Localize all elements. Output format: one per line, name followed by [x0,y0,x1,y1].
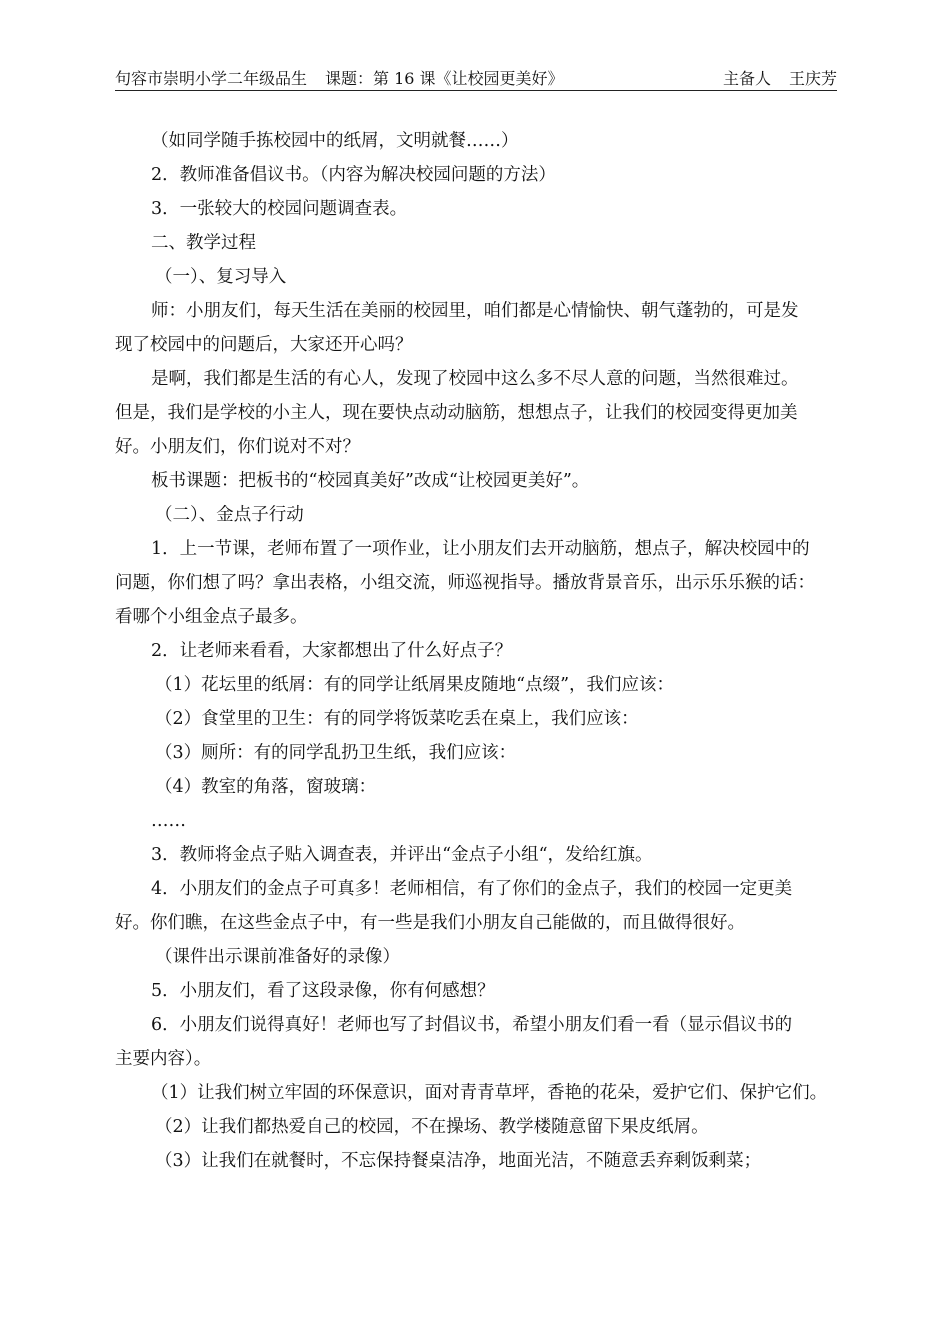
text-line: 主要内容）。 [115,1049,212,1069]
text-line: （2）食堂里的卫生：有的同学将饭菜吃丢在桌上，我们应该： [155,709,639,729]
text-line: 二、教学过程 [151,233,256,253]
text-line: （一）、复习导入 [155,267,287,287]
text-line: 好。你们瞧，在这些金点子中，有一些是我们小朋友自己能做的，而且做得很好。 [115,913,745,933]
text-line: 3．一张较大的校园问题调查表。 [151,199,408,219]
text-line: 6．小朋友们说得真好！老师也写了封倡议书，希望小朋友们看一看（显示倡议书的 [151,1015,793,1035]
text-line: 板书课题：把板书的“校园真美好”改成“让校园更美好”。 [151,471,590,491]
text-line: （2）让我们都热爱自己的校园，不在操场、教学楼随意留下果皮纸屑。 [155,1117,709,1137]
text-line: 是啊，我们都是生活的有心人，发现了校园中这么多不尽人意的问题，当然很难过。 [151,369,799,389]
page-header [115,64,837,91]
text-line: （二）、金点子行动 [155,505,304,525]
document-body [115,124,837,1178]
text-line: 2．让老师来看看，大家都想出了什么好点子？ [151,641,513,661]
header-topic: 课题：第 16 课《让校园更美好》 [325,69,564,88]
text-line: 现了校园中的问题后，大家还开心吗？ [115,335,413,355]
text-line: （如同学随手拣校园中的纸屑，文明就餐……） [151,131,519,151]
text-line: 1．上一节课，老师布置了一项作业，让小朋友们去开动脑筋，想点子，解决校园中的 [151,539,810,559]
text-line: 3．教师将金点子贴入调查表，并评出“金点子小组“，发给红旗。 [151,845,653,865]
text-line: （1）让我们树立牢固的环保意识，面对青青草坪，香艳的花朵，爱护它们、保护它们。 [151,1083,828,1103]
text-line: （4）教室的角落，窗玻璃： [155,777,377,797]
text-line: 2．教师准备倡议书。（内容为解决校园问题的方法） [151,165,556,185]
text-line: 5．小朋友们，看了这段录像，你有何感想？ [151,981,495,1001]
text-line: 看哪个小组金点子最多。 [115,607,308,627]
text-line: （3）厕所：有的同学乱扔卫生纸，我们应该： [155,743,517,763]
text-line: 好。小朋友们，你们说对不对？ [115,437,360,457]
header-preparer-name: 王庆芳 [788,69,837,88]
text-line: 4．小朋友们的金点子可真多！老师相信，有了你们的金点子，我们的校园一定更美 [151,879,793,899]
text-line: 问题，你们想了吗？拿出表格，小组交流，师巡视指导。播放背景音乐，出示乐乐猴的话： [115,573,815,593]
header-right [723,66,837,89]
text-line: （课件出示课前准备好的录像） [155,947,400,967]
header-school: 句容市崇明小学二年级品生 [115,69,308,88]
text-line: （1）花坛里的纸屑：有的同学让纸屑果皮随地“点缀”，我们应该： [155,675,675,695]
text-line: …… [151,811,186,831]
header-preparer-label: 主备人 [722,69,771,88]
header-left [115,66,564,89]
text-line: 师：小朋友们，每天生活在美丽的校园里，咱们都是心情愉快、朝气蓬勃的，可是发 [151,301,799,321]
text-line: （3）让我们在就餐时，不忘保持餐桌洁净，地面光洁，不随意丢弃剩饭剩菜； [155,1151,762,1171]
text-line: 但是，我们是学校的小主人，现在要快点动动脑筋，想想点子，让我们的校园变得更加美 [115,403,798,423]
